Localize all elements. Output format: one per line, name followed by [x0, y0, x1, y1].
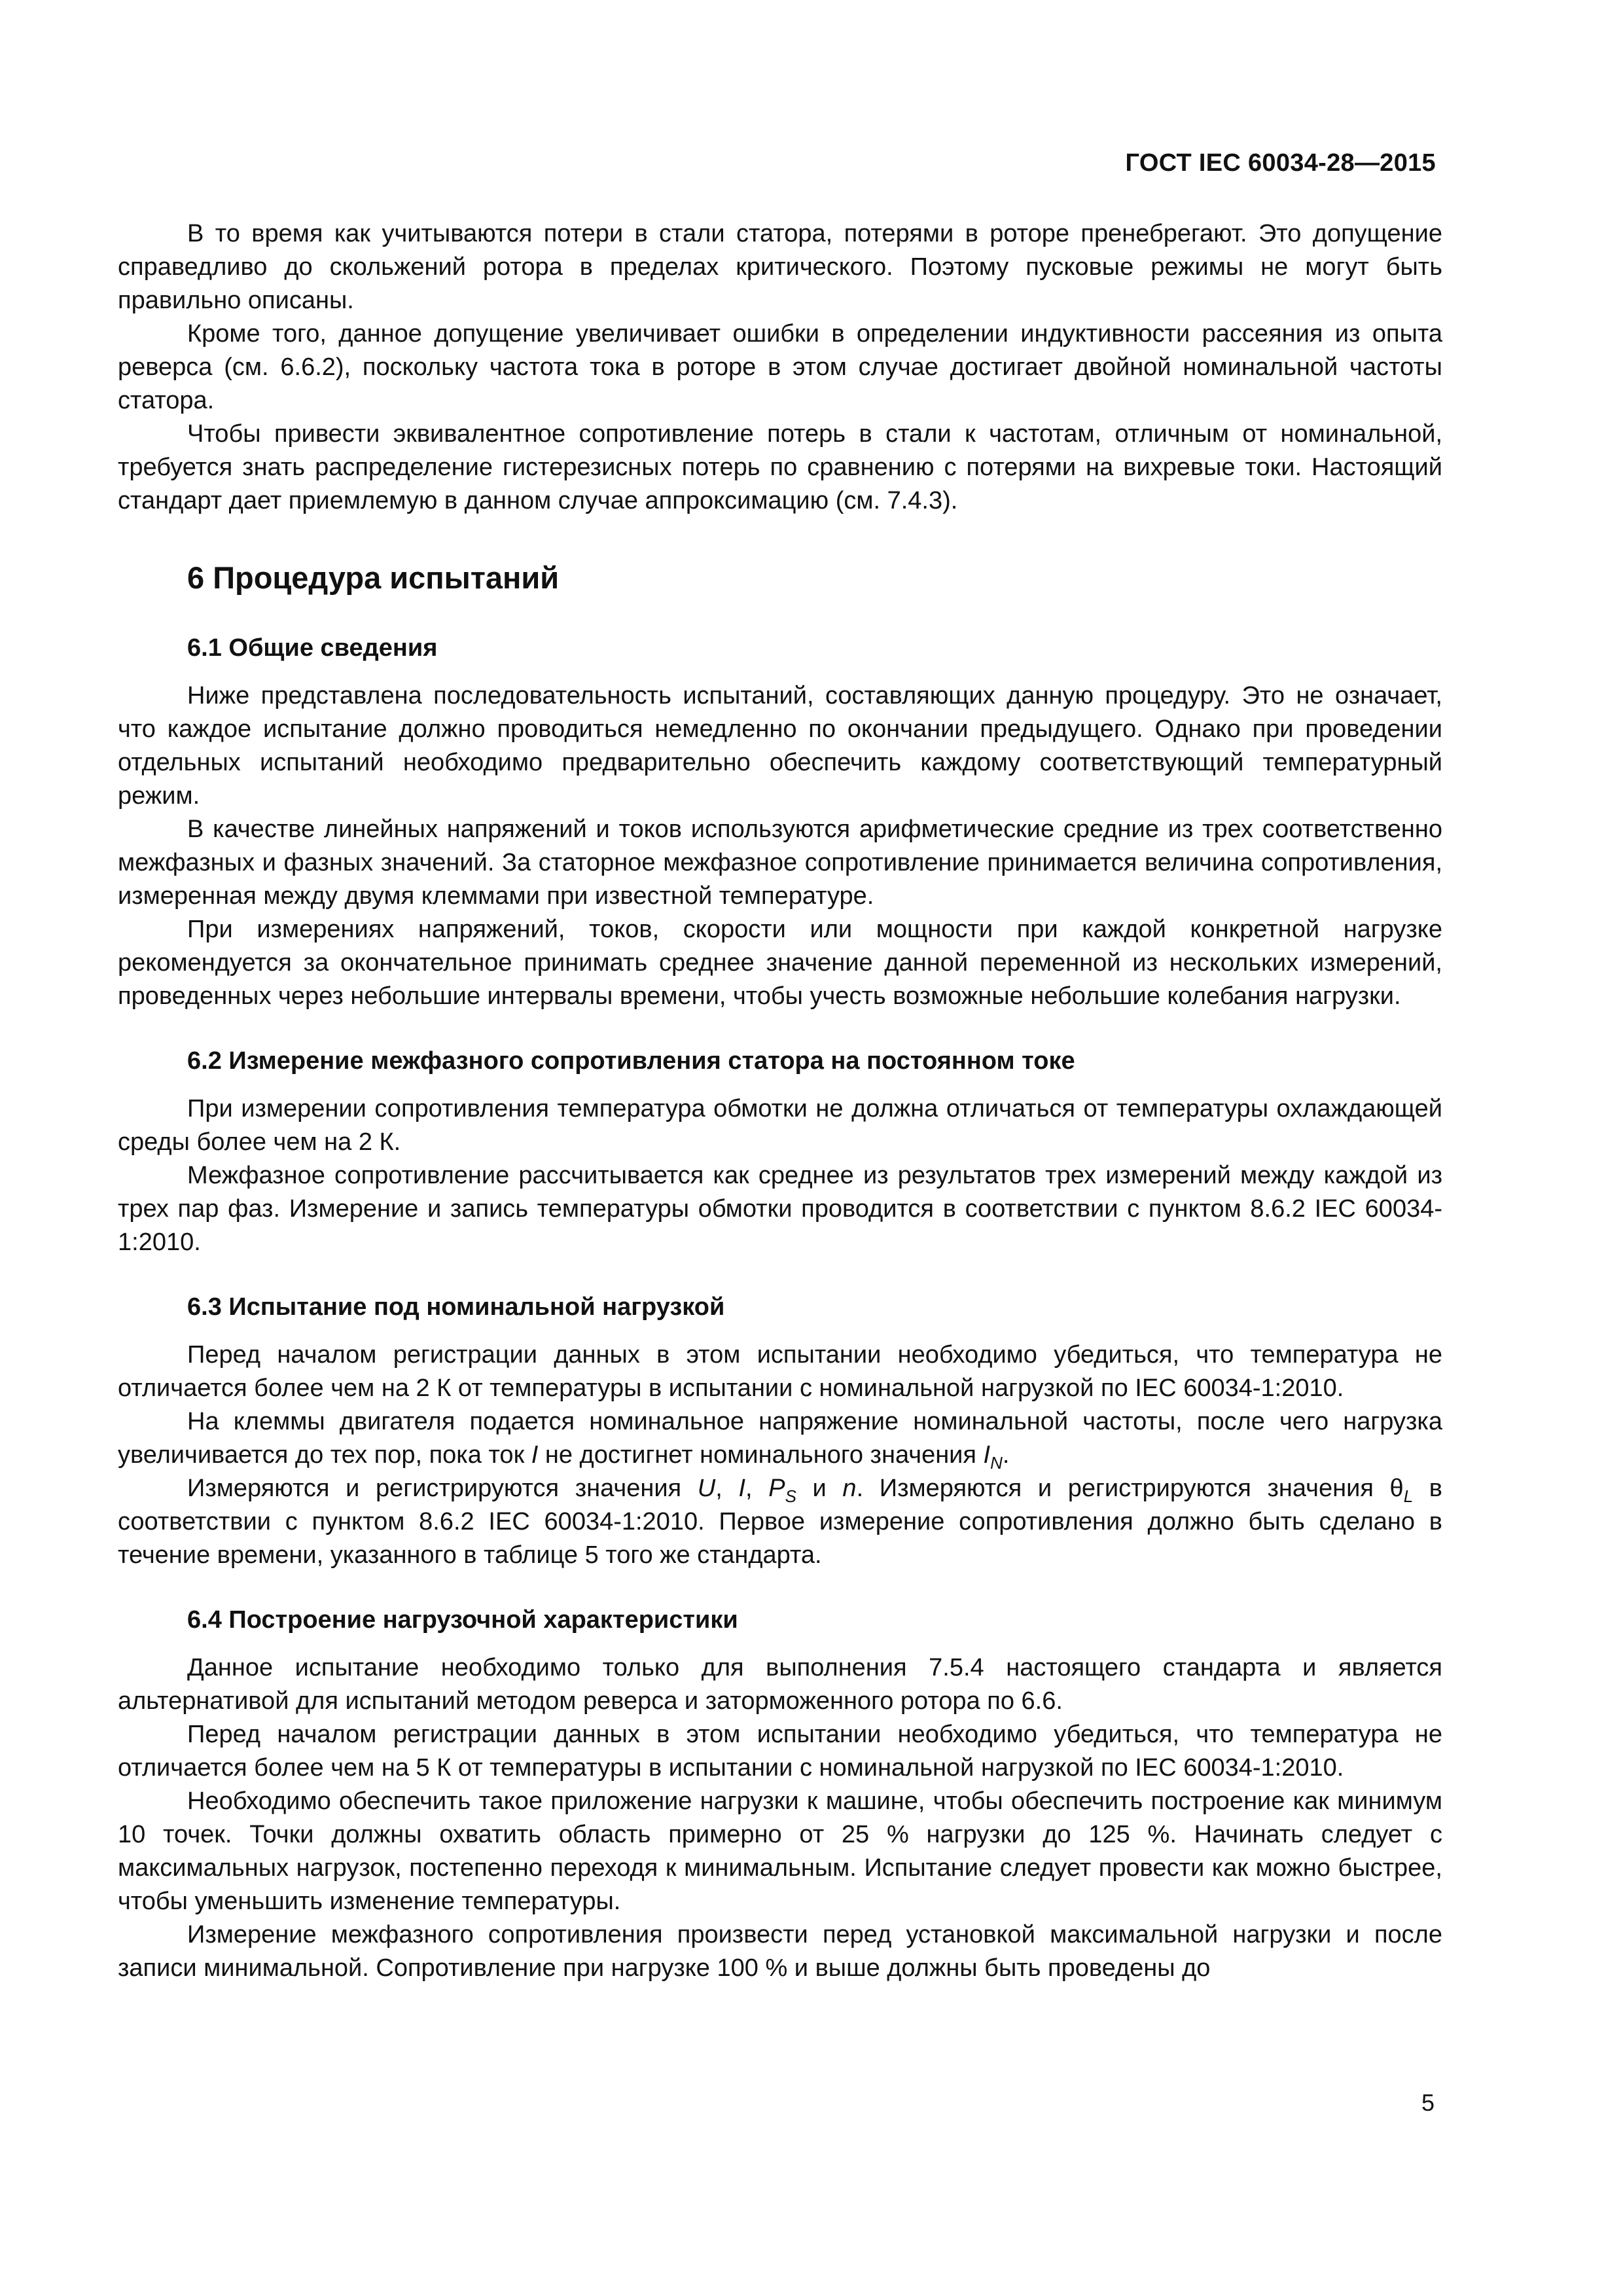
symbol-current: I	[531, 1441, 539, 1469]
symbol-current: I	[738, 1475, 745, 1502]
section-title: 6 Процедура испытаний	[187, 560, 560, 595]
symbol-theta: θ	[1389, 1475, 1404, 1502]
text-run: На клеммы двигателя подается номинальное напряжение номинальной частоты, после чего нагрузка увеличивается до тех пор, пока ток	[118, 1408, 1442, 1469]
paragraph: Межфазное сопротивление рассчитывается как среднее из результатов трех измерений между каждой из трех пар фаз. Измерение и запись температуры обмотки проводится в соответствии с пунктом 8.6.2 IEC 60034-1:2010.	[118, 1162, 1442, 1256]
symbol-voltage: U	[697, 1475, 716, 1502]
symbol-rated-current: I	[983, 1441, 991, 1469]
paragraph: Ниже представлена последовательность испытаний, составляющих данную процедуру. Это не означает, что каждое испытание должно проводиться немедленно по окончании предыдущего. Однако при проведении отдельных испытаний необходимо предварительно обеспечить каждому соответствующий температурный режим.	[118, 682, 1442, 810]
paragraph: Измерение межфазного сопротивления произвести перед установкой максимальной нагрузки и после записи минимальной. Сопротивление при нагрузке 100 % и выше должны быть проведены до	[118, 1921, 1442, 1982]
paragraph: Данное испытание необходимо только для выполнения 7.5.4 настоящего стандарта и является альтернативой для испытаний методом реверса и заторможенного ротора по 6.6.	[118, 1654, 1442, 1715]
symbol-speed: n	[842, 1475, 857, 1502]
text-run: Измеряются и регистрируются значения	[187, 1475, 698, 1502]
subsection-title: 6.3 Испытание под номинальной нагрузкой	[187, 1293, 725, 1321]
paragraph: Перед началом регистрации данных в этом испытании необходимо убедиться, что температура не отличается более чем на 2 К от температуры в испытании с номинальной нагрузкой по IEC 60034-1:2010.	[118, 1341, 1442, 1402]
page-number: 5	[1421, 2089, 1435, 2116]
paragraph: При измерении сопротивления температура обмотки не должна отличаться от температуры охлаждающей среды более чем на 2 К.	[118, 1095, 1442, 1156]
subsection-title: 6.4 Построение нагрузочной характеристики	[187, 1606, 738, 1634]
text-run: ,	[745, 1475, 769, 1502]
paragraph: Необходимо обеспечить такое приложение нагрузки к машине, чтобы обеспечить построение как минимум 10 точек. Точки должны охватить область примерно от 25 % нагрузки до 125 %. Начинать следует с максимальных нагрузок, постепенно переходя к минимальным. Испытание следует провести как можно быстрее, чтобы уменьшить изменение температуры.	[118, 1787, 1442, 1915]
intro-paragraph: В то время как учитываются потери в стали статора, потерями в роторе пренебрегают. Это допущение справедливо до скольжений ротора в пределах критического. Поэтому пусковые режимы не могут быть правильно описаны.	[118, 220, 1442, 314]
text-run: . Измеряются и регистрируются значения	[856, 1475, 1390, 1502]
document-body	[118, 217, 1442, 1985]
paragraph: Перед началом регистрации данных в этом испытании необходимо убедиться, что температура не отличается более чем на 5 К от температуры в испытании с номинальной нагрузкой по IEC 60034-1:2010.	[118, 1721, 1442, 1782]
symbol-power: P	[768, 1475, 785, 1502]
intro-paragraph: Кроме того, данное допущение увеличивает ошибки в определении индуктивности рассеяния из опыта реверса (см. 6.6.2), поскольку частота тока в роторе в этом случае достигает двойной номинальной частоты статора.	[118, 320, 1442, 414]
paragraph: В качестве линейных напряжений и токов используются арифметические средние из трех соответственно межфазных и фазных значений. За статорное межфазное сопротивление принимается величина сопротивления, измеренная между двумя клеммами при известной температуре.	[118, 816, 1442, 910]
text-run: и	[796, 1475, 843, 1502]
subsection-title: 6.1 Общие сведения	[187, 634, 438, 662]
intro-paragraph: Чтобы привести эквивалентное сопротивление потерь в стали к частотам, отличным от номинальной, требуется знать распределение гистерезисных потерь по сравнению с потерями на вихревые токи. Настоящий стандарт дает приемлемую в данном случае аппроксимацию (см. 7.4.3).	[118, 420, 1442, 514]
paragraph: При измерениях напряжений, токов, скорости или мощности при каждой конкретной нагрузке рекомендуется за окончательное принимать среднее значение данной переменной из нескольких измерений, проведенных через небольшие интервалы времени, чтобы учесть возможные небольшие колебания нагрузки.	[118, 916, 1442, 1010]
text-run: в соответствии с пунктом 8.6.2 IEC 60034-1:2010. Первое измерение сопротивления должно быть сделано в течение времени, указанного в таблице 5 того же стандарта.	[118, 1475, 1442, 1569]
subscript: L	[1403, 1486, 1414, 1506]
text-run: .	[1002, 1441, 1010, 1469]
subscript: S	[785, 1486, 796, 1506]
paragraph	[118, 1405, 1442, 1472]
subsection-title: 6.2 Измерение межфазного сопротивления статора на постоянном токе	[187, 1047, 1075, 1075]
document-header: ГОСТ IEC 60034-28—2015	[1125, 149, 1436, 177]
paragraph	[118, 1472, 1442, 1572]
text-run: не достигнет номинального значения	[538, 1441, 984, 1469]
subscript: N	[990, 1453, 1003, 1473]
text-run: ,	[715, 1475, 739, 1502]
